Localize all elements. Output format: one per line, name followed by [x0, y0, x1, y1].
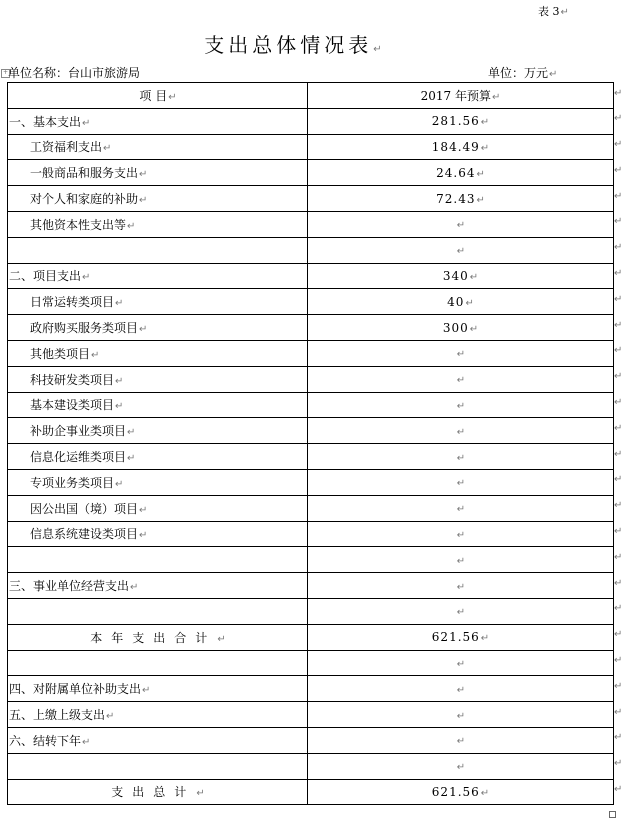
- unit-measure-text: 单位：万元: [488, 66, 549, 80]
- row-item-label: 对个人和家庭的补助: [30, 192, 139, 207]
- paragraph-mark-icon: ↵: [456, 349, 466, 361]
- paragraph-mark-icon: ↵: [456, 246, 466, 258]
- row-item-cell[interactable]: [8, 521, 308, 547]
- row-item-cell[interactable]: [8, 418, 308, 444]
- table-resize-handle[interactable]: [609, 811, 616, 818]
- row-value-cell[interactable]: [308, 753, 614, 779]
- paragraph-mark-icon: ↵: [139, 504, 148, 516]
- paragraph-mark-icon: ↵: [469, 323, 479, 335]
- row-value-cell[interactable]: [308, 495, 614, 521]
- row-value: 24.64: [436, 165, 476, 180]
- row-end-mark-icon: ↵: [614, 397, 623, 409]
- row-value: 340: [442, 268, 469, 283]
- row-item-label: 二、项目支出: [9, 269, 82, 284]
- paragraph-mark-icon: ↵: [456, 400, 466, 412]
- paragraph-mark-icon: ↵: [130, 582, 139, 594]
- row-item-cell[interactable]: [8, 211, 308, 237]
- paragraph-mark-icon: ↵: [456, 426, 466, 438]
- table-row: [8, 366, 614, 392]
- row-end-mark-icon: ↵: [614, 345, 623, 357]
- row-end-mark-icon: ↵: [614, 655, 623, 667]
- paragraph-mark-icon: ↵: [115, 478, 124, 490]
- paragraph-mark-icon: ↵: [82, 272, 91, 284]
- row-item-label: 支出总计: [111, 785, 196, 800]
- row-value: 40: [447, 294, 465, 309]
- table-row: [8, 753, 614, 779]
- row-value: 184.49: [431, 139, 480, 154]
- table-anchor-icon[interactable]: +: [2, 69, 9, 76]
- row-item-label: 专项业务类项目: [30, 475, 115, 490]
- row-item-cell[interactable]: [8, 289, 308, 315]
- paragraph-mark-icon: ↵: [139, 195, 148, 207]
- row-end-mark-icon: ↵: [614, 706, 623, 718]
- row-value-cell[interactable]: [308, 366, 614, 392]
- paragraph-mark-icon: ↵: [456, 684, 466, 696]
- paragraph-mark-icon: ↵: [456, 375, 466, 387]
- row-item-cell[interactable]: [8, 340, 308, 366]
- paragraph-mark-icon: ↵: [549, 69, 558, 80]
- row-item-cell[interactable]: [8, 392, 308, 418]
- row-item-cell[interactable]: [8, 444, 308, 470]
- paragraph-mark-icon: ↵: [139, 169, 148, 181]
- row-item-cell[interactable]: [8, 315, 308, 341]
- row-item-label: 政府购买服务类项目: [30, 321, 139, 336]
- paragraph-mark-icon: ↵: [491, 91, 501, 103]
- row-end-mark-icon: ↵: [614, 784, 623, 796]
- table-row: [8, 263, 614, 289]
- row-item-cell[interactable]: [8, 366, 308, 392]
- row-value-cell[interactable]: [308, 315, 614, 341]
- table-row: [8, 340, 614, 366]
- paragraph-mark-icon: ↵: [456, 607, 466, 619]
- row-value: 300: [442, 320, 469, 335]
- row-value-cell[interactable]: [308, 469, 614, 495]
- paragraph-mark-icon: ↵: [127, 220, 136, 232]
- header-item-cell[interactable]: [8, 83, 308, 109]
- row-value-cell[interactable]: [308, 186, 614, 212]
- row-item-label: 补助企事业类项目: [30, 424, 127, 439]
- expenditure-table: [7, 82, 614, 805]
- row-value-cell[interactable]: [308, 392, 614, 418]
- paragraph-mark-icon: ↵: [139, 324, 148, 336]
- paragraph-mark-icon: ↵: [456, 710, 466, 722]
- row-value-cell[interactable]: [308, 573, 614, 599]
- row-item-cell[interactable]: [8, 573, 308, 599]
- table-row: [8, 315, 614, 341]
- paragraph-mark-icon: ↵: [456, 478, 466, 490]
- table-row: [8, 521, 614, 547]
- row-end-mark-icon: ↵: [614, 629, 623, 641]
- row-item-cell[interactable]: [8, 650, 308, 676]
- row-item-label: 日常运转类项目: [30, 295, 115, 310]
- row-value-cell[interactable]: [308, 676, 614, 702]
- row-value-cell[interactable]: [308, 160, 614, 186]
- row-item-label: 其他资本性支出等: [30, 217, 127, 232]
- row-item-label: 信息系统建设类项目: [30, 527, 139, 542]
- table-row: [8, 186, 614, 212]
- row-end-mark-icon: ↵: [614, 164, 623, 176]
- row-item-cell[interactable]: [8, 753, 308, 779]
- row-end-mark-icon: ↵: [614, 293, 623, 305]
- row-end-mark-icon: ↵: [614, 500, 623, 512]
- row-value-cell[interactable]: [308, 211, 614, 237]
- unit-name: 单位名称：台山市旅游局: [8, 66, 141, 80]
- row-end-mark-icon: ↵: [614, 474, 623, 486]
- row-item-cell[interactable]: [8, 676, 308, 702]
- paragraph-mark-icon: ↵: [196, 788, 205, 800]
- header-item-label: 项 目: [139, 88, 168, 103]
- paragraph-mark-icon: ↵: [469, 271, 479, 283]
- table-number-text: 表 3: [538, 5, 560, 18]
- paragraph-mark-icon: ↵: [456, 658, 466, 670]
- row-value-cell[interactable]: [308, 547, 614, 573]
- paragraph-mark-icon: ↵: [476, 168, 485, 180]
- row-end-mark-icon: ↵: [614, 113, 623, 125]
- table-row: [8, 624, 614, 650]
- row-end-mark-icon: ↵: [614, 371, 623, 383]
- paragraph-mark-icon: ↵: [456, 504, 466, 516]
- row-value: 72.43: [436, 191, 476, 206]
- row-item-cell[interactable]: [8, 727, 308, 753]
- table-row: [8, 160, 614, 186]
- row-end-mark-icon: ↵: [614, 603, 623, 615]
- paragraph-mark-icon: ↵: [373, 44, 386, 55]
- row-value-cell[interactable]: [308, 624, 614, 650]
- row-item-label: 信息化运维类项目: [30, 450, 127, 465]
- table-row: [8, 211, 614, 237]
- row-value-cell[interactable]: [308, 340, 614, 366]
- page-title: [0, 29, 590, 58]
- paragraph-mark-icon: ↵: [476, 194, 485, 206]
- row-value-cell[interactable]: [308, 727, 614, 753]
- paragraph-mark-icon: ↵: [91, 349, 100, 361]
- row-value-cell[interactable]: [308, 418, 614, 444]
- row-value-cell[interactable]: [308, 598, 614, 624]
- paragraph-mark-icon: ↵: [103, 143, 112, 155]
- row-end-mark-icon: ↵: [614, 448, 623, 460]
- row-end-mark-icon: ↵: [614, 190, 623, 202]
- row-end-mark-icon: ↵: [614, 551, 623, 563]
- table-row: [8, 134, 614, 160]
- row-end-mark-icon: ↵: [614, 526, 623, 538]
- row-item-cell[interactable]: [8, 160, 308, 186]
- row-value-cell[interactable]: [308, 134, 614, 160]
- row-item-cell[interactable]: [8, 469, 308, 495]
- paragraph-mark-icon: ↵: [106, 711, 115, 723]
- table-row: [8, 547, 614, 573]
- row-value-cell[interactable]: [308, 521, 614, 547]
- paragraph-mark-icon: ↵: [465, 297, 474, 309]
- row-item-cell[interactable]: [8, 108, 308, 134]
- paragraph-mark-icon: ↵: [139, 530, 148, 542]
- row-item-cell[interactable]: [8, 624, 308, 650]
- row-item-cell[interactable]: [8, 134, 308, 160]
- table-header-row: [8, 83, 614, 109]
- paragraph-mark-icon: ↵: [456, 581, 466, 593]
- paragraph-mark-icon: ↵: [560, 7, 569, 18]
- row-end-mark-icon: ↵: [614, 87, 623, 99]
- row-item-label: 三、事业单位经营支出: [9, 579, 130, 594]
- row-item-label: 基本建设类项目: [30, 398, 115, 413]
- row-item-label: 因公出国（境）项目: [30, 501, 139, 516]
- paragraph-mark-icon: ↵: [480, 117, 490, 129]
- row-end-mark-icon: ↵: [614, 216, 623, 228]
- row-value: 621.56: [431, 784, 480, 799]
- row-item-cell[interactable]: [8, 547, 308, 573]
- paragraph-mark-icon: ↵: [456, 555, 466, 567]
- paragraph-mark-icon: ↵: [456, 529, 466, 541]
- row-end-mark-icon: ↵: [614, 139, 623, 151]
- paragraph-mark-icon: ↵: [127, 453, 136, 465]
- unit-line: [8, 64, 568, 80]
- row-item-cell[interactable]: [8, 702, 308, 728]
- paragraph-mark-icon: ↵: [142, 685, 151, 697]
- row-item-cell[interactable]: [8, 598, 308, 624]
- row-end-mark-icon: ↵: [614, 319, 623, 331]
- table-row: [8, 444, 614, 470]
- paragraph-mark-icon: ↵: [217, 633, 226, 645]
- table-row: [8, 779, 614, 805]
- row-value-cell[interactable]: [308, 650, 614, 676]
- row-end-mark-icon: ↵: [614, 732, 623, 744]
- row-item-cell[interactable]: [8, 263, 308, 289]
- row-value-cell[interactable]: [308, 108, 614, 134]
- row-item-label: 科技研发类项目: [30, 372, 115, 387]
- row-item-label: 工资福利支出: [30, 140, 103, 155]
- paragraph-mark-icon: ↵: [456, 736, 466, 748]
- row-value: 621.56: [431, 630, 480, 645]
- row-item-label: 一般商品和服务支出: [30, 166, 139, 181]
- row-value-cell[interactable]: [308, 237, 614, 263]
- row-item-label: 本年支出合计: [90, 630, 217, 645]
- row-value-cell[interactable]: [308, 263, 614, 289]
- row-value-cell[interactable]: [308, 289, 614, 315]
- table-row: [8, 469, 614, 495]
- row-item-label: 六、结转下年: [9, 733, 82, 748]
- row-value: 281.56: [431, 114, 480, 129]
- table-row: [8, 392, 614, 418]
- paragraph-mark-icon: ↵: [115, 401, 124, 413]
- row-item-label: 一、基本支出: [9, 114, 82, 129]
- row-item-label: 四、对附属单位补助支出: [9, 682, 142, 697]
- paragraph-mark-icon: ↵: [456, 452, 466, 464]
- page-title-text: 支出总体情况表: [204, 33, 373, 57]
- paragraph-mark-icon: ↵: [168, 91, 177, 103]
- row-item-cell[interactable]: [8, 186, 308, 212]
- table-row: [8, 418, 614, 444]
- row-end-mark-icon: ↵: [614, 268, 623, 280]
- paragraph-mark-icon: ↵: [115, 298, 124, 310]
- table-row: [8, 650, 614, 676]
- table-row: [8, 495, 614, 521]
- table-row: [8, 598, 614, 624]
- table-row: [8, 676, 614, 702]
- paragraph-mark-icon: ↵: [456, 762, 466, 774]
- row-item-cell[interactable]: [8, 779, 308, 805]
- table-row: [8, 702, 614, 728]
- row-end-mark-icon: ↵: [614, 680, 623, 692]
- unit-measure: [488, 64, 557, 81]
- table-row: [8, 727, 614, 753]
- row-item-label: 其他类项目: [30, 346, 91, 361]
- table-number: [538, 3, 569, 19]
- paragraph-mark-icon: ↵: [480, 633, 490, 645]
- row-end-mark-icon: ↵: [614, 242, 623, 254]
- paragraph-mark-icon: ↵: [115, 375, 124, 387]
- paragraph-mark-icon: ↵: [456, 220, 466, 232]
- row-value-cell[interactable]: [308, 702, 614, 728]
- row-item-cell[interactable]: [8, 495, 308, 521]
- row-value-cell[interactable]: [308, 779, 614, 805]
- paragraph-mark-icon: ↵: [480, 142, 490, 154]
- row-item-cell[interactable]: [8, 237, 308, 263]
- header-budget-label: 2017 年预算: [420, 88, 491, 103]
- expenditure-table-body: [8, 83, 614, 805]
- paragraph-mark-icon: ↵: [82, 117, 91, 129]
- row-end-mark-icon: ↵: [614, 422, 623, 434]
- row-end-mark-icon: ↵: [614, 758, 623, 770]
- table-row: [8, 573, 614, 599]
- table-row: [8, 237, 614, 263]
- table-row: [8, 289, 614, 315]
- header-budget-cell[interactable]: [308, 83, 614, 109]
- table-row: [8, 108, 614, 134]
- paragraph-mark-icon: ↵: [127, 427, 136, 439]
- row-value-cell[interactable]: [308, 444, 614, 470]
- row-end-mark-icon: ↵: [614, 577, 623, 589]
- row-item-label: 五、上缴上级支出: [9, 708, 106, 723]
- paragraph-mark-icon: ↵: [82, 736, 91, 748]
- paragraph-mark-icon: ↵: [480, 787, 490, 799]
